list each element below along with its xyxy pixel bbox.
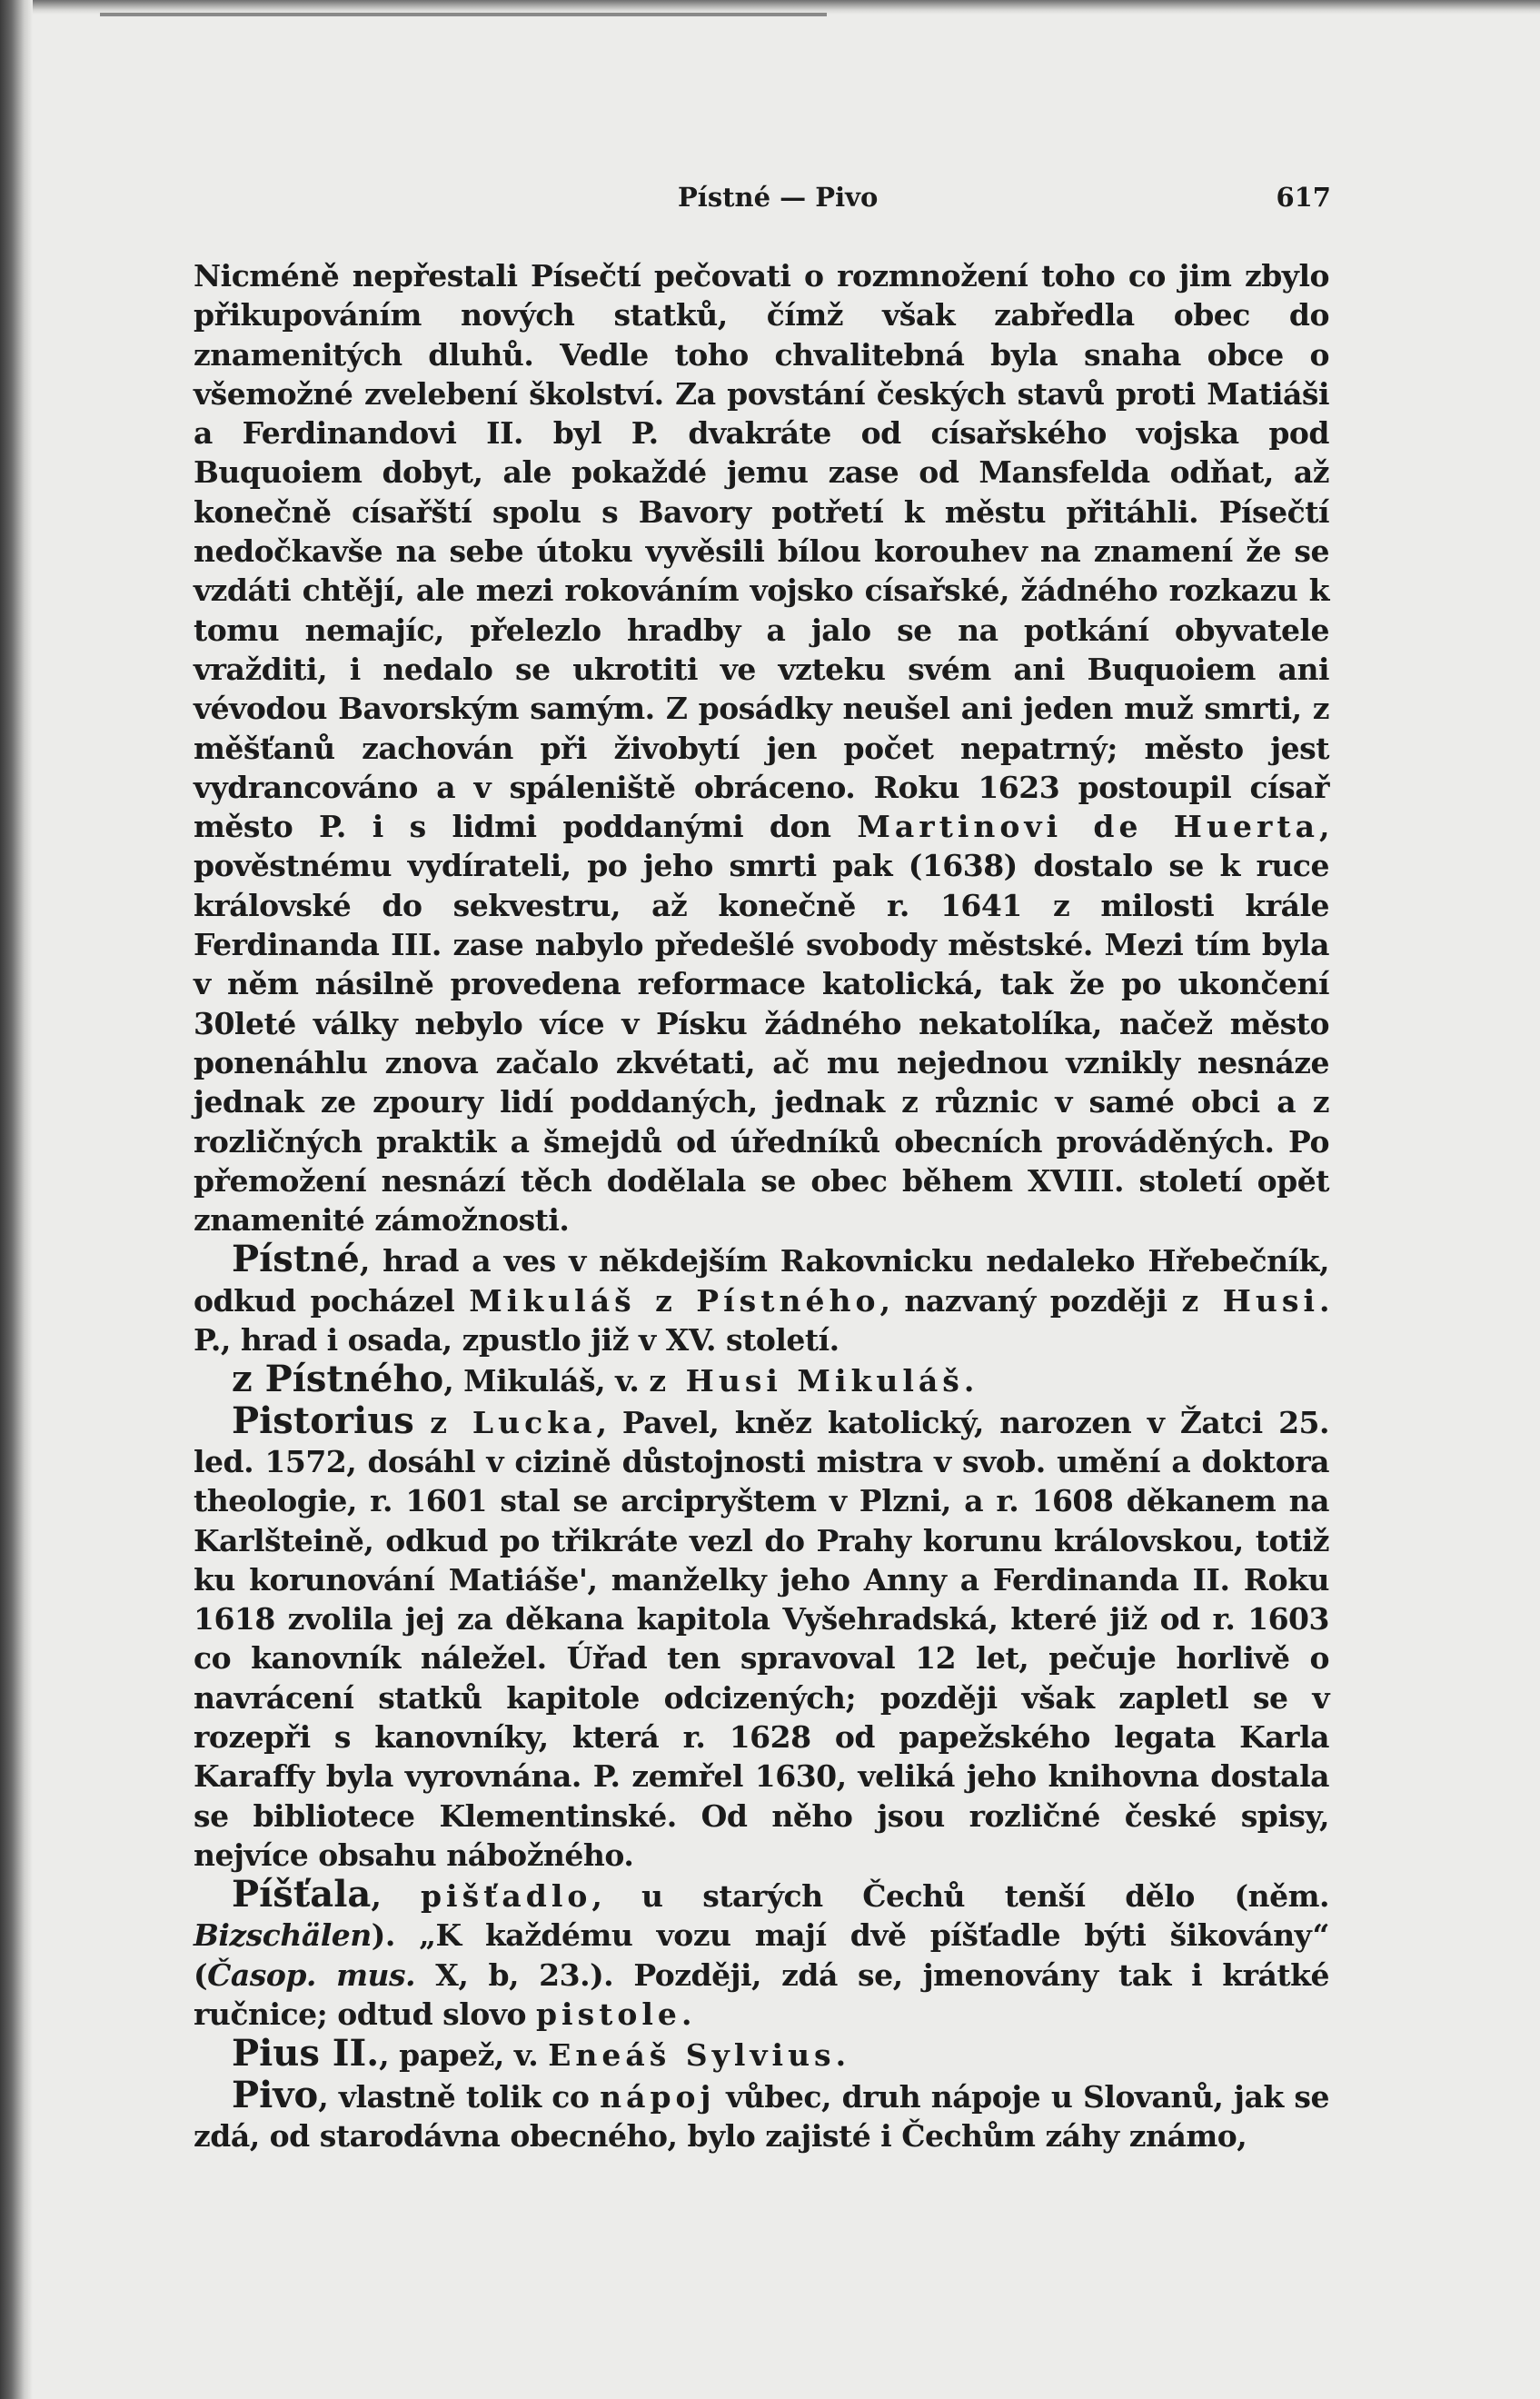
dictionary-entry bbox=[194, 1401, 1329, 1876]
text-run bbox=[414, 1405, 430, 1440]
running-header bbox=[182, 182, 1331, 218]
italic-text: Bizschälen bbox=[194, 1917, 372, 1954]
text-run: , nazvaný později bbox=[879, 1282, 1182, 1319]
text-run: , hrad a ves v nĕkdejším Rakovnicku nedaleko Hřebečník, odkud pocházel bbox=[194, 1243, 1329, 1319]
paragraph-continuation bbox=[194, 256, 1329, 1239]
page-number: 617 bbox=[1276, 182, 1331, 213]
italic-text: Časop. mus. bbox=[207, 1956, 416, 1993]
spaced-name: Eneáš Sylvius bbox=[548, 2037, 836, 2074]
text-run: . bbox=[681, 1996, 691, 2033]
header-title: Pístné — Pivo bbox=[678, 182, 879, 213]
entry-headword: Píšťala bbox=[232, 1873, 372, 1916]
spaced-name: z Husi bbox=[1181, 1282, 1319, 1319]
scan-mark bbox=[100, 13, 827, 16]
text-run: , papež, v. bbox=[379, 2037, 549, 2074]
text-run: X, b, 23.). Později, zdá se, jmenovány tak i krátké ručnice; odtud slovo bbox=[194, 1956, 1330, 2033]
text-run: , vlastně tolik co bbox=[318, 2078, 601, 2115]
text-run: vůbec, druh nápoje u Slovanů, jak se zdá, od starodávna obecného, bylo zajisté i Čechům záhy známo, bbox=[194, 2078, 1329, 2154]
dictionary-entry bbox=[194, 1875, 1329, 2034]
text-run: , pověstnému vydírateli, po jeho smrti pak (1638) dostalo se k ruce královské do sekvestru, až konečně r. 1641 z milosti krále Ferdinanda III. zase nabylo předešlé svobody městské. Mezi tím byla v něm násilně provedena reformace katolická, tak že po ukončení 30leté války nebylo více v Písku žádného nekatolíka, načež město ponenáhlu znova začalo zkvétati, ač mu nejednou vznikly nesnáze jednak ze zpoury lidí poddaných, jednak z různic v samé obci a z rozličných praktik a šmejdů od úředníků obecních prováděných. Po přemožení nesnází těch dodělala se obec během XVIII. století opět znamenité zámožnosti. bbox=[194, 809, 1329, 1239]
spaced-name: Martinovi de Huerta bbox=[857, 809, 1319, 845]
entry-headword: Pístné bbox=[232, 1238, 360, 1281]
entry-headword: Pivo bbox=[232, 2073, 319, 2116]
text-run: Nicméně nepřestali Písečtí pečovati o rozmnožení toho co jim zbylo přikupováním nových statků, čímž však zabředla obec do znamenitých dluhů. Vedle toho chvalitebná byla snaha obce o všemožné zvelebení školství. Za povstání českých stavů proti Matiáši a Ferdinandovi II. byl P. dvakráte od císařského vojska pod Buquoiem dobyt, ale pokaždé jemu zase od Mansfelda odňat, až konečně císařští spolu s Bavory potřetí k městu přitáhli. Písečtí nedočkavše na sebe útoku vyvěsili bílou korouhev na znamení že se vzdáti chtějí, ale mezi rokováním vojsko císařské, žádného rozkazu k tomu nemajíc, přelezlo hradby a jalo se na potkání obyvatele vražditi, i nedalo se ukrotiti ve vzteku svém ani Buquoiem ani vévodou Bavorským samým. Z posádky neušel ani jeden muž smrti, z měšťanů zachován při živobytí jen počet nepatrný; město jest vydrancováno a v spáleniště obráceno. Roku 1623 postoupil císař město P. i s lidmi poddanými don bbox=[194, 258, 1329, 845]
entry-headword: Pistorius bbox=[232, 1399, 414, 1442]
text-run: , u starých Čechů tenší dělo (něm. bbox=[591, 1878, 1329, 1915]
spaced-name: Mikuláš z Pístného bbox=[469, 1282, 880, 1319]
entry-headword: z Pístného bbox=[232, 1358, 444, 1401]
text-run: . bbox=[835, 2037, 846, 2074]
text-run: , bbox=[371, 1878, 421, 1915]
spaced-name: nápoj bbox=[600, 2078, 716, 2115]
text-run: . P., hrad i osada, zpustlo již v XV. století. bbox=[194, 1282, 1329, 1359]
dictionary-entry bbox=[194, 1239, 1329, 1359]
text-run: , Pavel, kněz katolický, narozen v Žatci 25. led. 1572, dosáhl v cizině důstojnosti mistra v svob. umění a doktora theologie, r. 1601 stal se arcipryštem v Plzni, a r. 1608 děkanem na Karlšteině, odkud po třikráte vezl do Prahy korunu královskou, totiž ku korunování Matiáše', manželky jeho Anny a Ferdinanda II. Roku 1618 zvolila jej za děkana kapitola Vyšehradská, které již od r. 1603 co kanovník náležel. Úřad ten spravoval 12 let, pečuje horlivě o navrácení statků kapitole odcizených; později však zapletl se v rozepři s kanovníky, která r. 1628 od papežského legata Karla Karaffy byla vyrovnána. P. zemřel 1630, veliká jeho knihovna dostala se bibliotece Klementinské. Od něho jsou rozličné české spisy, nejvíce obsahu nábožného. bbox=[194, 1404, 1329, 1873]
text-run: , Mikuláš, v. bbox=[443, 1363, 650, 1399]
text-run: . bbox=[963, 1363, 974, 1399]
spaced-name: z Lucka bbox=[430, 1404, 597, 1440]
main-text bbox=[194, 256, 1329, 2155]
page-shadow-left bbox=[0, 0, 33, 2399]
spaced-name: pistole bbox=[535, 1996, 681, 2033]
dictionary-entry bbox=[194, 1359, 1329, 1400]
dictionary-entry bbox=[194, 2034, 1329, 2075]
spaced-name: pišťadlo bbox=[420, 1878, 592, 1915]
spaced-name: z Husi Mikuláš bbox=[649, 1363, 964, 1399]
entry-headword: Pius II. bbox=[232, 2032, 380, 2075]
text-run: ). „K každému vozu mají dvě píšťadle býti šikovány“ ( bbox=[194, 1917, 1329, 1993]
dictionary-entry bbox=[194, 2075, 1329, 2156]
